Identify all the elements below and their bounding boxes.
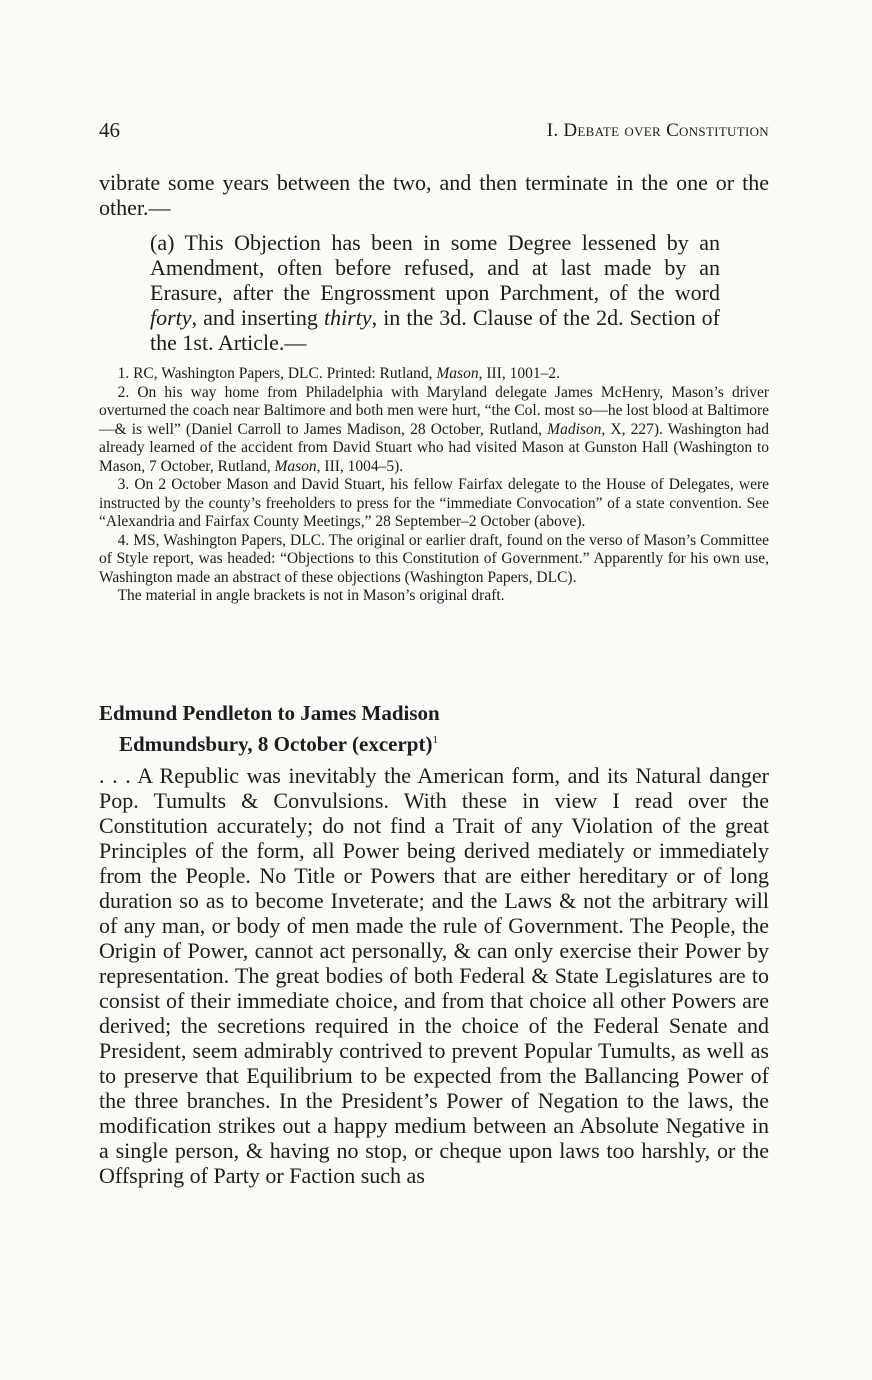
footnote-italic: Mason [436, 365, 479, 382]
quote-text-2: , and inserting [191, 305, 324, 330]
place-date-text: Edmundsbury, 8 October (excerpt) [119, 732, 433, 756]
footnote-text: , III, 1001–2. [478, 365, 560, 382]
footnote-4: 4. MS, Washington Papers, DLC. The original or earlier draft, found on the verso of Mason’s Committee of Style report, was headed: “Objections to this Constitution of Government.” Apparently for his own use, Washington made an abstract of these objections (Washington Papers, DLC). [99, 531, 769, 586]
footnote-3: 3. On 2 October Mason and David Stuart, his fellow Fairfax delegate to the House of Delegates, were instructed by the county’s freeholders to press for the “immediate Convocation” of a state convention. See “Alexandria and Fairfax County Meetings,” 28 September–2 October (above). [99, 476, 769, 530]
footnote-1 [99, 365, 769, 384]
footnote-italic: Mason [274, 457, 317, 475]
quote-italic-thirty: thirty [323, 305, 372, 330]
quote-text-1: (a) This Objection has been in some Degree lessened by an Amendment, often before refused, and at last made by an Erasure, after the Engrossment upon Parchment, of the word [150, 230, 720, 305]
page-header [99, 118, 769, 148]
page-number: 46 [99, 118, 120, 142]
footnote-2 [99, 384, 769, 477]
footnote-text: , III, 1004–5). [316, 457, 404, 475]
continuation-paragraph: vibrate some years between the two, and then terminate in the one or the other.— [99, 170, 769, 220]
footnote-text: 1. RC, Washington Papers, DLC. Printed: Rutland, [117, 365, 437, 382]
document-place-date [99, 727, 769, 758]
amendment-note-block [150, 230, 720, 355]
quote-italic-forty: forty [150, 305, 192, 330]
footnotes [99, 365, 769, 606]
quote-text-3: , in the 3d. Clause of the 2d. Section of the 1st. Article.— [150, 305, 720, 355]
heading-note-ref: 1 [432, 734, 438, 746]
footnote-italic: Madison [547, 420, 602, 438]
document-title: Edmund Pendleton to James Madison [99, 701, 440, 725]
footnote-5: The material in angle brackets is not in Mason’s original draft. [117, 587, 505, 604]
letter-excerpt: . . . A Republic was inevitably the American form, and its Natural danger Pop. Tumults & Convulsions. With these in view I read over the Constitution accurately; do not find a Trait of any Violation of the great Principles of the form, all Power being derived mediately or immediately from the People. No Title or Powers that are either hereditary or of long duration so as to become Inveterate; and the Laws & not the arbitrary will of any man, or body of men made the rule of Government. The People, the Origin of Power, cannot act personally, & can only exercise their Power by representation. The great bodies of both Federal & State Legislatures are to consist of their immediate choice, and from that choice all other Powers are derived; the secretions required in the choice of the Federal Senate and President, seem admirably contrived to prevent Popular Tumults, as well as to preserve that Equilibrium to be expected from the Ballancing Power of the three branches. In the President’s Power of Negation to the laws, the modification strikes out a happy medium between an Absolute Negative in a single person, & having no stop, or cheque upon laws too harshly, or the Offspring of Party or Faction such as [99, 763, 769, 1188]
document-heading [99, 700, 769, 758]
running-head: I. Debate over Constitution [546, 120, 769, 141]
footnote-text: , X, 227). Washington had already learned of the accident from David Stuart who had visited Mason at Gunston Hall (Washington to Mason, 7 October, Rutland, [99, 420, 769, 475]
footnote-text: 2. On his way home from Philadelphia with Maryland delegate James McHenry, Mason’s driver overturned the coach near Baltimore and both men were hurt, “the Col. most so—he lost blood at Baltimore—& is well” (Daniel Carroll to James Madison, 28 October, Rutland, [99, 383, 769, 438]
